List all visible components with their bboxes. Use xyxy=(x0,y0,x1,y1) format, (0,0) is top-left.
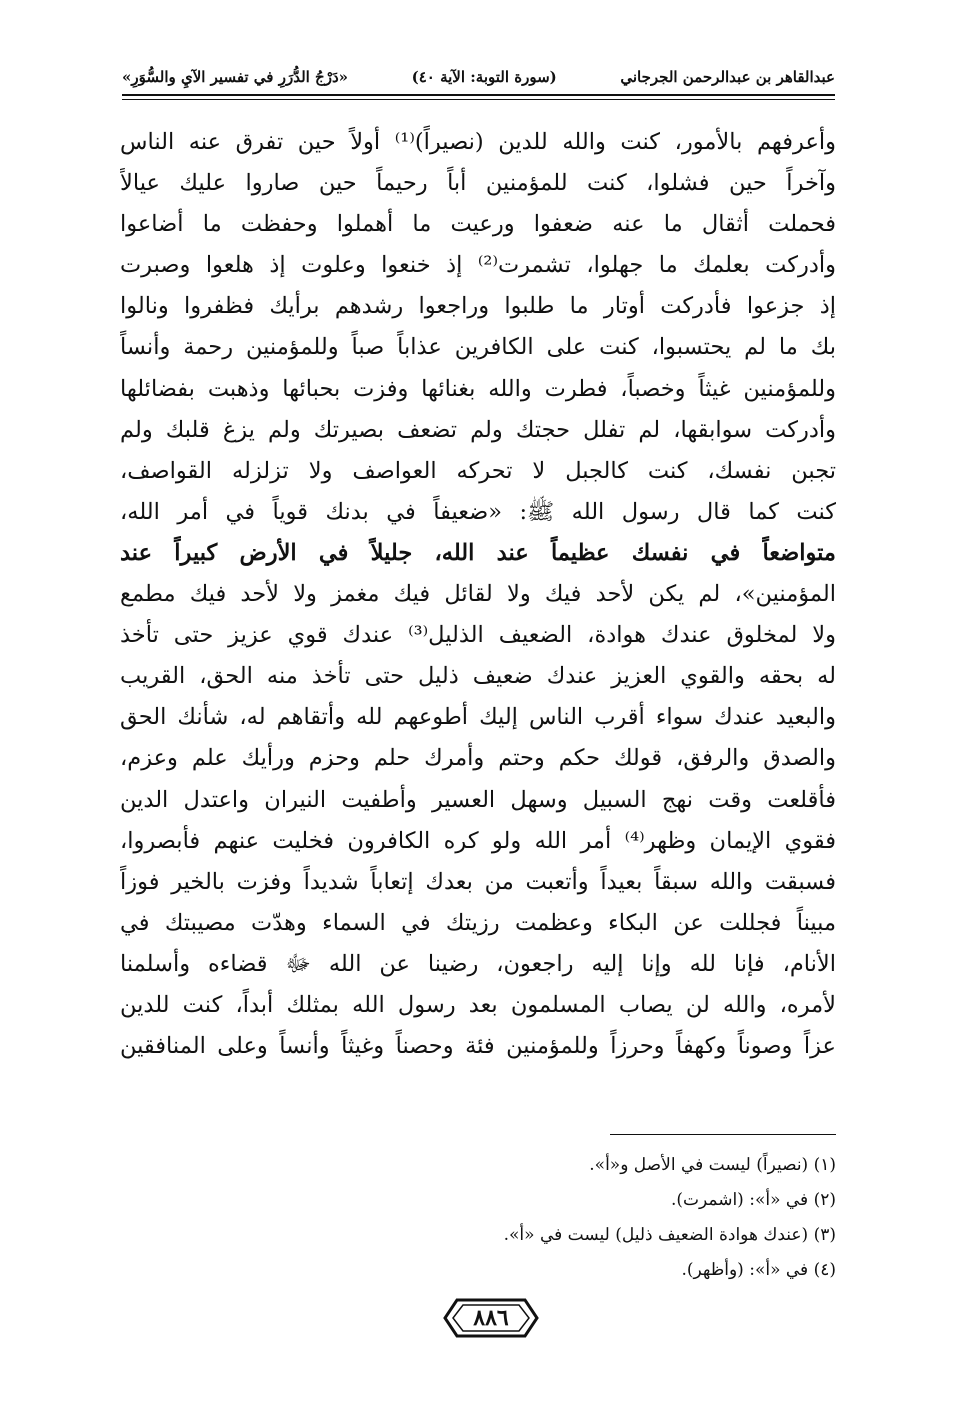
header-rule-thick xyxy=(122,94,835,96)
footnote-separator xyxy=(610,1134,836,1135)
text-line: إذ جزعوا فأدركت أوتار ما طلبوا وراجعوا رشدهم برأيك فظفروا ونالوا xyxy=(120,293,836,320)
header-book-title: «دَرْجُ الدُّرَرِ في تفسير الآيِ والسُّوَرِ» xyxy=(122,68,349,86)
text-line: بك ما لم يحتسبوا، كنت على الكافرين عذاباً صباً وللمؤمنين رحمة وأنساً xyxy=(120,334,836,361)
text-line: لأمره، والله لن يصاب المسلمون بعد رسول الله بمثلك أبداً، كنت للدين xyxy=(120,991,836,1018)
text-line: كنت كما قال رسول الله ﷺ: «ضعيفاً في بدنك قوياً في أمر الله، xyxy=(120,498,836,525)
text-line: فسبقت والله سبقاً بعيداً وأتعبت من بعدك إتعاباً شديداً وفزت بالخير فوزاً xyxy=(120,868,836,895)
text-line: متواضعاً في نفسك عظيماً عند الله، جليلاً في الأرض كبيراً عند xyxy=(120,539,836,566)
text-line: عزاً وصوناً وكهفاً وحرزاً وللمؤمنين فئة وحصناً وغيثاً وأنساً وعلى المنافقين xyxy=(120,1033,836,1060)
text-line: المؤمنين»، لم يكن لأحد فيك ولا لقائل فيك مغمز ولا لأحد فيك مطمع xyxy=(120,581,836,608)
footnote: (٤) في «أ»: (وأظهر). xyxy=(681,1260,836,1280)
text-line: الأنام، فإنا لله وإنا إليه راجعون، رضينا عن الله ﷻ قضاءه وأسلمنا xyxy=(120,950,836,977)
text-line: وأدركت بعلمك ما جهلوا، تشمرت⁽²⁾ إذ خنعوا وعلوت إذ هلعوا وصبرت xyxy=(120,252,836,279)
text-line: والبعيد عندك سواء أقرب الناس إليك أطوعهم لله وأتقاهم له، شأنك الحق xyxy=(120,704,836,731)
footnote: (٣) (عندك هوادة الضعيف ذليل) ليست في «أ». xyxy=(503,1225,836,1245)
text-line: فأقلعت وقت نهج السبيل وسهل العسير وأطفيت النيران واعتدل الدين xyxy=(120,786,836,813)
footnote: (٢) في «أ»: (اشمرت). xyxy=(670,1190,836,1210)
page-number: ٨٨٦ xyxy=(473,1305,509,1331)
footnote: (١) (نصيراً) ليست في الأصل و«أ». xyxy=(589,1155,836,1175)
running-header xyxy=(122,62,835,92)
footnotes xyxy=(420,1148,836,1288)
text-line: فقوي الإيمان وظهر⁽⁴⁾ أمر الله ولو كره الكافرون فخليت عنهم فأبصروا، xyxy=(120,827,836,854)
text-line: له بحقه والقوي العزيز عندك ضعيف ذليل حتى تأخذ منه الحق، القريب xyxy=(120,663,836,690)
header-author: عبدالقاهر بن عبدالرحمن الجرجاني xyxy=(620,68,835,86)
page-number-ornament xyxy=(443,1296,539,1340)
text-line: وللمؤمنين غيثاً وخصباً، فطرت والله بغنائها وفزت بحبائها وذهبت بفضائلها xyxy=(120,375,836,402)
text-line: وآخراً حين فشلوا، كنت للمؤمنين أباً رحيماً حين صاروا عليك عيالاً xyxy=(120,170,836,197)
text-line: وأدركت سوابقها، لم تفلل حجتك ولم تضعف بصيرتك ولم يزغ قلبك ولم xyxy=(120,416,836,443)
text-line: فحملت أثقال ما عنه ضعفوا ورعيت ما أهملوا وحفظت ما أضاعوا xyxy=(120,211,836,238)
main-text xyxy=(120,122,836,1067)
text-line: والصدق والرفق، قولك حكم وحتم وأمرك حلم وحزم ورأيك علم وعزم، xyxy=(120,745,836,772)
text-line: تجبن نفسك، كنت كالجبل لا تحركه العواصف ولا تزلزله القواصف، xyxy=(120,457,836,484)
text-line: ولا لمخلوق عندك هوادة، الضعيف الذليل⁽³⁾ عندك قوي عزيز حتى تأخذ xyxy=(120,622,836,649)
header-rule-thin xyxy=(122,99,835,100)
header-location: (سورة التوبة: الآية ٤٠) xyxy=(411,68,557,86)
text-line: وأعرفهم بالأمور، كنت والله للدين (نصيراً)⁽¹⁾ أولاً حين تفرق عنه الناس xyxy=(120,129,836,155)
text-line: مبيناً فجللت عن البكاء وعظمت رزيتك في السماء وهدّت مصيبتك في xyxy=(120,909,836,936)
